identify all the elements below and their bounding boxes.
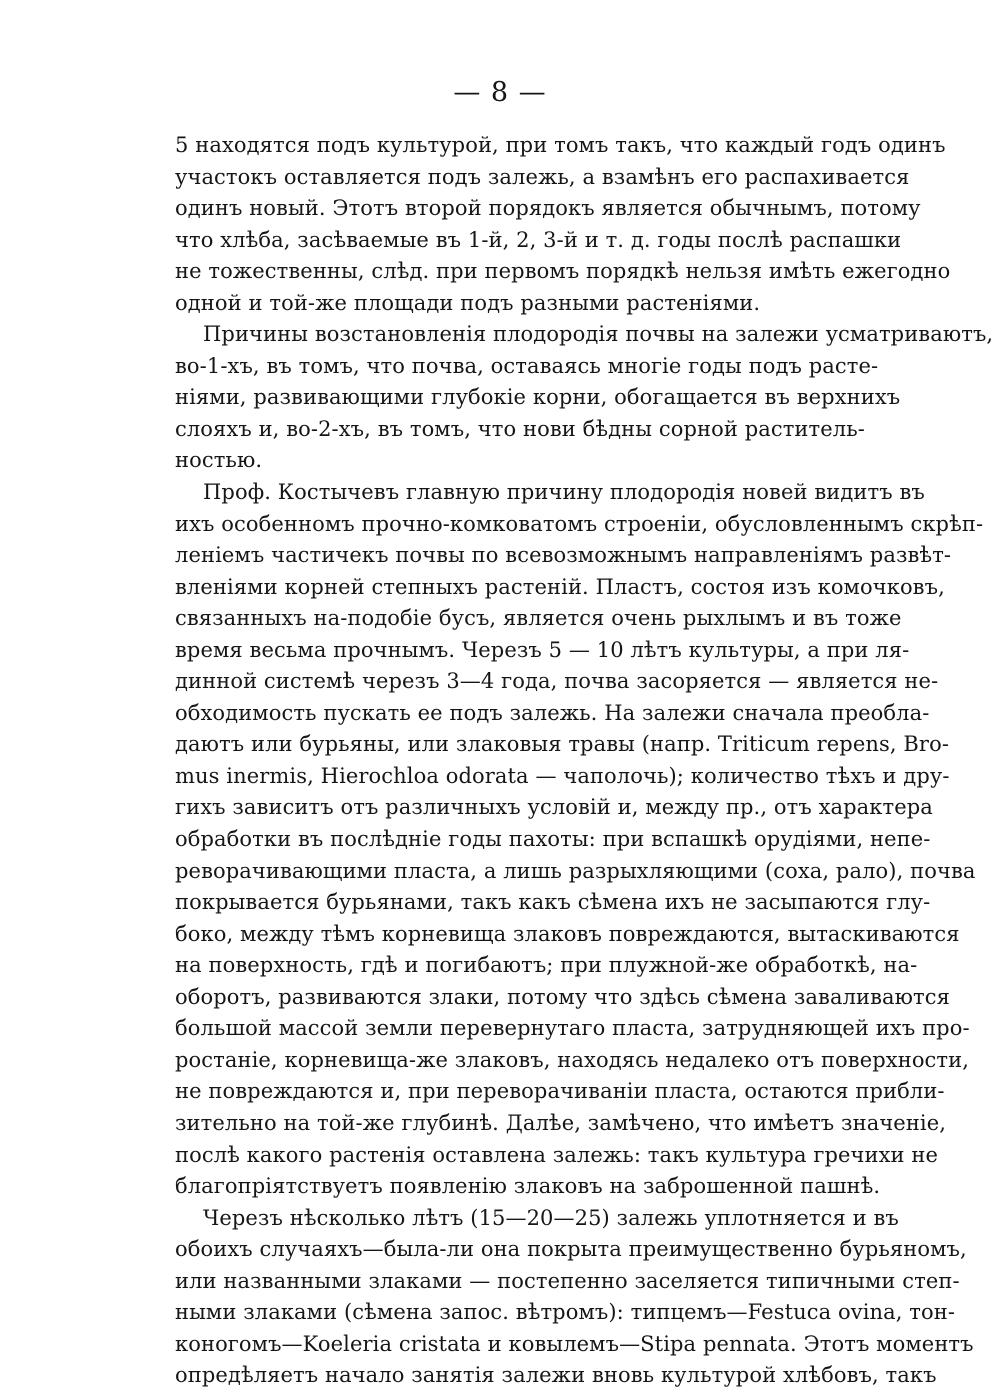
text-line: послѣ какого растенія оставлена залежь: такъ культура гречихи не [175, 1142, 939, 1167]
text-line: ніями, развивающими глубокіе корни, обогащается въ верхнихъ [175, 385, 901, 410]
text-line: покрывается бурьянами, такъ какъ сѣмена ихъ не засыпаются глу- [175, 890, 931, 915]
text-line: ростаніе, корневища-же злаковъ, находясь недалеко отъ поверхности, [175, 1047, 970, 1072]
text-line: благопріятствуетъ появленію злаковъ на заброшенной пашнѣ. [175, 1174, 881, 1199]
paragraph-start-line: Проф. Костычевъ главную причину плодородія новей видитъ въ [203, 480, 925, 505]
text-line: коногомъ—Koeleria cristata и ковылемъ—Stipa pennata. Этотъ моментъ [175, 1331, 974, 1356]
text-line: вленіями корней степныхъ растеній. Пластъ, состоя изъ комочковъ, [175, 574, 945, 599]
text-line: 5 находятся подъ культурой, при томъ такъ, что каждый годъ одинъ [175, 133, 946, 157]
text-line: не тожественны, слѣд. при первомъ порядкѣ нельзя имѣть ежегодно [175, 259, 951, 284]
text-line: обоихъ случаяхъ—была-ли она покрыта преимущественно бурьяномъ, [175, 1237, 967, 1262]
text-line: зительно на той-же глубинѣ. Далѣе, замѣчено, что имѣетъ значеніе, [175, 1110, 947, 1135]
paragraph-start-line: Черезъ нѣсколько лѣтъ (15—20—25) залежь уплотняется и въ [203, 1205, 899, 1230]
text-line: время весьма прочнымъ. Черезъ 5 — 10 лѣтъ культуры, а при ля- [175, 637, 910, 662]
text-line: ихъ особенномъ прочно-комковатомъ строеніи, обусловленнымъ скрѣп- [175, 511, 984, 536]
text-line: участокъ оставляется подъ залежь, а взамѣнъ его распахивается [175, 164, 910, 189]
text-line: mus inermis, Hierochloa odorata — чаполочь); количество тѣхъ и дру- [175, 763, 950, 788]
body-text [175, 130, 994, 1392]
text-line: гихъ зависитъ отъ различныхъ условій и, между пр., отъ характера [175, 795, 933, 820]
text-line: одной и той-же площади подъ разными растеніями. [175, 290, 761, 315]
text-line: связанныхъ на-подобіе бусъ, является очень рыхлымъ и въ тоже [175, 606, 902, 631]
text-line: слояхъ и, во-2-хъ, въ томъ, что нови бѣдны сорной раститель- [175, 416, 865, 441]
text-line: обходимость пускать ее подъ залежь. На залежи сначала преобла- [175, 700, 930, 725]
text-line: боко, между тѣмъ корневища злаковъ повреждаются, вытаскиваются [175, 921, 960, 946]
text-line: что хлѣба, засѣваемые въ 1-й, 2, 3-й и т. д. годы послѣ распашки [175, 227, 902, 252]
text-line: во-1-хъ, въ томъ, что почва, оставаясь многіе годы подъ расте- [175, 353, 879, 378]
text-line: леніемъ частичекъ почвы по всевозможнымъ направленіямъ развѣт- [175, 543, 952, 568]
page-number: — 8 — [453, 77, 547, 108]
text-line: не повреждаются и, при переворачиваніи пласта, остаются прибли- [175, 1079, 945, 1104]
text-line: или названными злаками — постепенно заселяется типичными степ- [175, 1268, 960, 1293]
text-line: опредѣляетъ начало занятія залежи вновь культурой хлѣбовъ, такъ [175, 1363, 937, 1388]
text-line: оборотъ, развиваются злаки, потому что здѣсь сѣмена заваливаются [175, 984, 950, 1009]
text-line: динной системѣ черезъ 3—4 года, почва засоряется — является не- [175, 669, 939, 694]
text-line: на поверхность, гдѣ и погибаютъ; при плужной-же обработкѣ, на- [175, 953, 918, 978]
text-line: одинъ новый. Этотъ второй порядокъ является обычнымъ, потому [175, 196, 921, 221]
text-line: ностью. [175, 448, 263, 473]
text-line: обработки въ послѣдніе годы пахоты: при вспашкѣ орудіями, непе- [175, 827, 931, 852]
text-line: реворачивающими пласта, а лишь разрыхляющими (соха, рало), почва [175, 858, 976, 883]
paragraph-start-line: Причины возстановленія плодородія почвы на залежи усматриваютъ, [203, 322, 994, 347]
text-line: даютъ или бурьяны, или злаковыя травы (напр. Triticum repens, Bro- [175, 732, 950, 757]
text-line: большой массой земли перевернутаго пласта, затрудняющей ихъ про- [175, 1016, 970, 1041]
text-line: ными злаками (сѣмена запос. вѣтромъ): типцемъ—Festuca ovina, тон- [175, 1300, 956, 1325]
